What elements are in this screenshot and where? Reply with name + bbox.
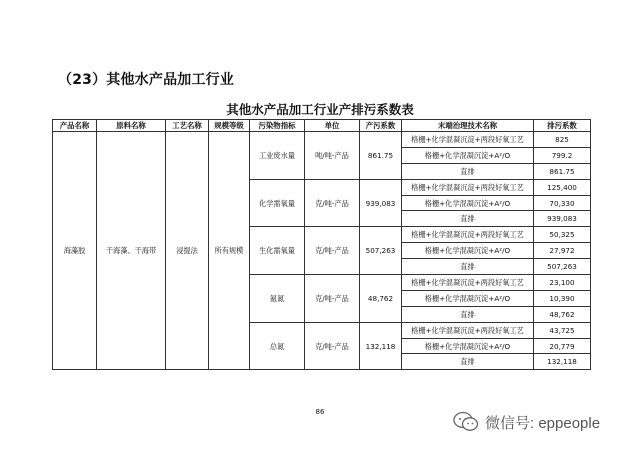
header-scale: 规模等级 (209, 120, 250, 132)
product-cell: 海藻胶 (53, 132, 97, 370)
discharge-coefficient-cell: 10,390 (534, 290, 591, 306)
discharge-coefficient-cell: 50,325 (534, 227, 591, 243)
discharge-coefficient-cell: 861.75 (534, 163, 591, 179)
treatment-tech-cell: 格栅+化学混凝沉淀+两段好氧工艺 (402, 132, 534, 148)
discharge-coefficient-cell: 43,725 (534, 322, 591, 338)
unit-cell: 吨/吨-产品 (305, 132, 360, 180)
discharge-coefficient-cell: 48,762 (534, 306, 591, 322)
treatment-tech-cell: 格栅+化学混凝沉淀+A²/O (402, 290, 534, 306)
treatment-tech-cell: 格栅+化学混凝沉淀+两段好氧工艺 (402, 322, 534, 338)
treatment-tech-cell: 直排 (402, 306, 534, 322)
generation-coefficient-cell: 507,263 (360, 227, 402, 275)
discharge-coefficient-cell: 20,779 (534, 338, 591, 354)
discharge-coefficient-cell: 27,972 (534, 243, 591, 259)
page-number: 86 (315, 408, 325, 416)
treatment-tech-cell: 格栅+化学混凝沉淀+A²/O (402, 195, 534, 211)
discharge-coefficient-cell: 825 (534, 132, 591, 148)
header-product: 产品名称 (53, 120, 97, 132)
pollutant-cell: 生化需氧量 (250, 227, 305, 275)
table-body (53, 132, 591, 370)
treatment-tech-cell: 直排 (402, 211, 534, 227)
section-heading: （23）其他水产品加工行业 (58, 72, 235, 88)
treatment-tech-cell: 格栅+化学混凝沉淀+A²/O (402, 338, 534, 354)
table-row (53, 132, 591, 148)
process-cell: 浸提法 (166, 132, 209, 370)
wechat-watermark (453, 411, 600, 433)
generation-coefficient-cell: 48,762 (360, 275, 402, 323)
pollutant-cell: 氨氮 (250, 275, 305, 323)
wechat-icon (453, 411, 479, 433)
pollution-coefficient-table (52, 119, 591, 370)
header-raw-material: 原料名称 (97, 120, 166, 132)
generation-coefficient-cell: 861.75 (360, 132, 402, 180)
treatment-tech-cell: 格栅+化学混凝沉淀+A²/O (402, 147, 534, 163)
discharge-coefficient-cell: 939,083 (534, 211, 591, 227)
pollutant-cell: 化学需氧量 (250, 179, 305, 227)
pollutant-cell: 总氮 (250, 322, 305, 370)
raw-material-cell: 干海藻、干海带 (97, 132, 166, 370)
discharge-coefficient-cell: 507,263 (534, 259, 591, 275)
discharge-coefficient-cell: 70,330 (534, 195, 591, 211)
treatment-tech-cell: 直排 (402, 354, 534, 370)
header-generation-coefficient: 产污系数 (360, 120, 402, 132)
treatment-tech-cell: 格栅+化学混凝沉淀+两段好氧工艺 (402, 179, 534, 195)
treatment-tech-cell: 直排 (402, 259, 534, 275)
treatment-tech-cell: 格栅+化学混凝沉淀+A²/O (402, 243, 534, 259)
unit-cell: 克/吨-产品 (305, 275, 360, 323)
header-discharge-coefficient: 排污系数 (534, 120, 591, 132)
header-process: 工艺名称 (166, 120, 209, 132)
treatment-tech-cell: 格栅+化学混凝沉淀+两段好氧工艺 (402, 227, 534, 243)
unit-cell: 克/吨-产品 (305, 179, 360, 227)
generation-coefficient-cell: 132,118 (360, 322, 402, 370)
discharge-coefficient-cell: 799.2 (534, 147, 591, 163)
discharge-coefficient-cell: 125,400 (534, 179, 591, 195)
discharge-coefficient-cell: 132,118 (534, 354, 591, 370)
header-unit: 单位 (305, 120, 360, 132)
generation-coefficient-cell: 939,083 (360, 179, 402, 227)
treatment-tech-cell: 直排 (402, 163, 534, 179)
treatment-tech-cell: 格栅+化学混凝沉淀+两段好氧工艺 (402, 275, 534, 291)
unit-cell: 克/吨-产品 (305, 227, 360, 275)
unit-cell: 克/吨-产品 (305, 322, 360, 370)
table-title: 其他水产品加工行业产排污系数表 (226, 102, 414, 117)
pollutant-cell: 工业废水量 (250, 132, 305, 180)
discharge-coefficient-cell: 23,100 (534, 275, 591, 291)
header-treatment-tech: 末端治理技术名称 (402, 120, 534, 132)
header-pollutant: 污染物指标 (250, 120, 305, 132)
watermark-text: 微信号: eppeople (485, 414, 601, 432)
table-header-row (53, 120, 591, 132)
scale-cell: 所有规模 (209, 132, 250, 370)
